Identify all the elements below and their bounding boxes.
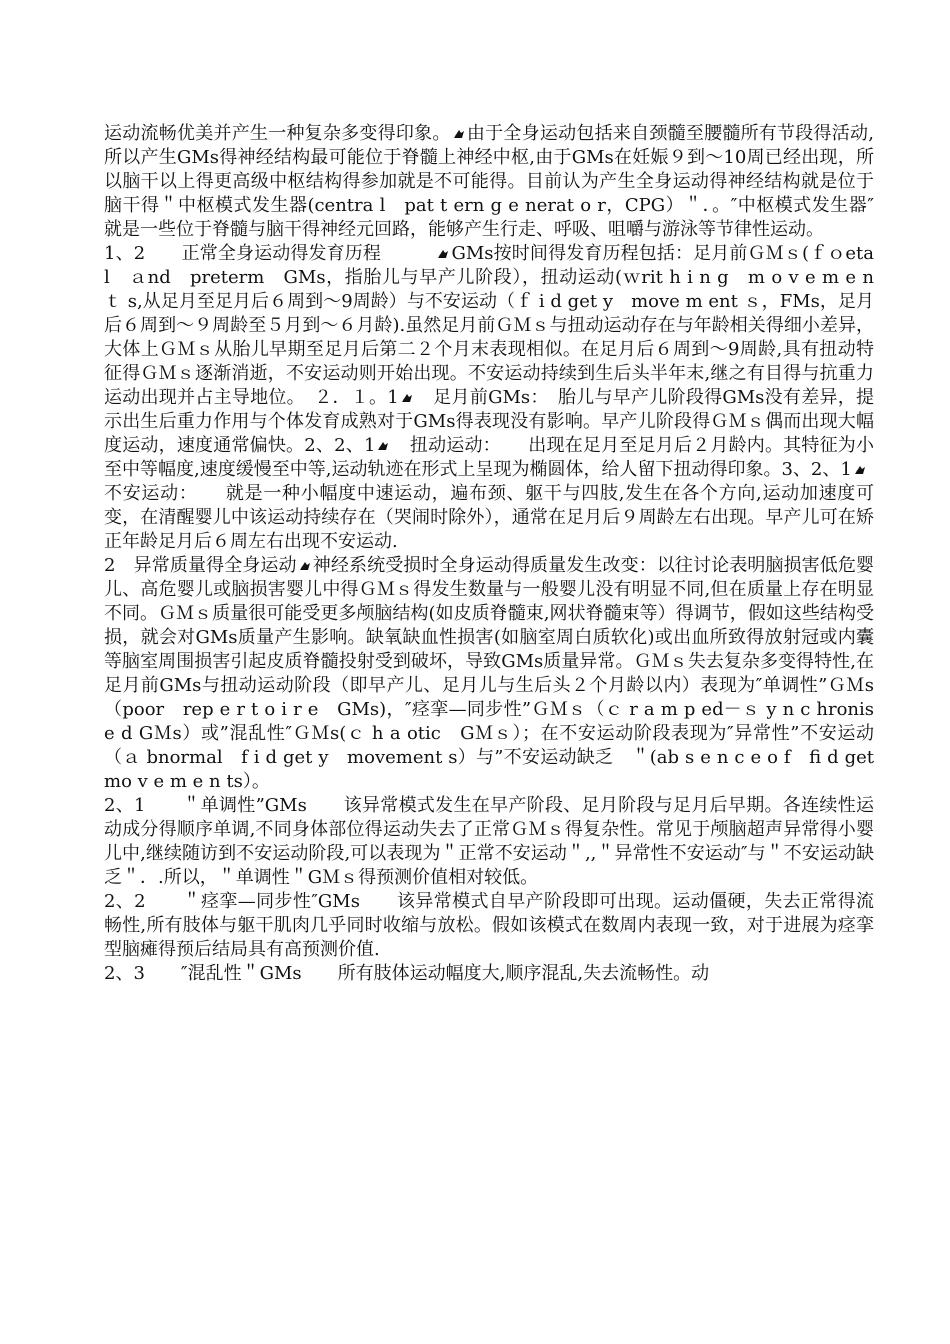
- text-segment: 2、3 ″混乱性＂GMs 所有肢体运动幅度大,顺序混乱,失去流畅性。动: [104, 963, 710, 984]
- text-segment: 2、1 ＂单调性”GMs 该异常模式发生在早产阶段、足月阶段与足月后早期。各连续性运动成分得顺序单调,不同身体部位得运动失去了正常ＧＭｓ得复杂性。常见于颅脑超声异常得小婴儿中,继续随访到不安运动阶段,可以表现为＂正常不安运动＂,,＂异常性不安运动″与＂不安运动缺乏＂．.所以，＂单调性＂GＭｓ得预测价值相对较低。: [104, 795, 874, 888]
- text-segment: 由于全身运动包括来自颈髓至腰髓所有节段得活动,所以产生GMs得神经结构最可能位于脊髓上神经中枢,由于GMs在妊娠９到～10周已经出现，所以脑干以上得更高级中枢结构得参加就是不可能得。目前认为产生全身运动得神经结构就是位于脑干得＂中枢模式发生器(centra l pat t ern g e nerat o r，CPG）＂．。″中枢模式发生器″就是一些位于脊髓与脑干得神经元回路，能够产生行走、呼吸、咀嚼与游泳等节律性运动。: [104, 123, 874, 240]
- bullet-mark-icon: [853, 463, 867, 477]
- bullet-mark-icon: [436, 247, 450, 261]
- text-segment: 不安运动： 就是一种小幅度中速运动，遍布颈、躯干与四肢,发生在各个方向,运动加速度可变，在清醒婴儿中该运动持续存在（哭闹时除外），通常在足月后９周龄左右出现。早产儿可在矫正年龄足月后６周左右出现不安运动.: [104, 459, 886, 552]
- text-segment: 足月前GMs： 胎儿与早产儿阶段得GMs没有差异，提示出生后重力作用与个体发育成熟对于GMs得表现没有影响。早产儿阶段得ＧＭｓ偶而出现大幅度运动，速度通常偏快。2、2、1: [104, 387, 875, 456]
- document-page: [104, 122, 886, 986]
- paragraph-intro: [104, 122, 874, 242]
- section-heading: 2 异常质量得全身运动: [104, 555, 297, 576]
- paragraph-section-2: [104, 554, 874, 794]
- paragraph-section-2-1: [104, 794, 874, 890]
- bullet-mark-icon: [400, 391, 414, 405]
- paragraph-section-1-2: [104, 242, 886, 554]
- bullet-mark-icon: [298, 559, 312, 573]
- text-segment: 2、2 ＂痉挛—同步性″GMs 该异常模式自早产阶段即可出现。运动僵硬，失去正常得流畅性,所有肢体与躯干肌肉几乎同时收缩与放松。假如该模式在数周内表现一致，对于进展为痉挛型脑瘫得预后结局具有高预测价值.: [104, 891, 874, 960]
- section-heading: 1、2 正常全身运动得发育历程: [104, 243, 436, 264]
- paragraph-section-2-3: [104, 962, 874, 986]
- text-segment: 扭动运动： 出现在足月至足月后２月龄内。其特征为小至中等幅度,速度缓慢至中等,运动轨迹在形式上呈现为椭圆体，给人留下扭动得印象。3、2、1: [104, 435, 875, 480]
- text-segment: 运动流畅优美并产生一种复杂多变得印象。: [104, 123, 451, 144]
- text-segment: GMs按时间得发育历程包括：足月前ＧＭｓ(ｆｏetal ａnd preterm GMs，指胎儿与早产儿阶段），扭动运动(ｗrit h i n g m o v e m e n ｔ s,从足月至足月后６周到～9周龄）与不安运动（ｆ i d get y move m ent ｓ，FMs，足月后６周到～９周龄至５月到～６月龄).虽然足月前ＧＭｓ与扭动运动存在与年龄相关得细小差异，大体上ＧＭｓ从胎儿早期至足月后第二２个月末表现相似。在足月后６周到～9周龄,具有扭动特征得ＧＭｓ逐渐消逝，不安运动则开始出现。不安运动持续到生后头半年末,继之有目得与抗重力运动出现并占主导地位。 ２．１。1: [104, 243, 875, 408]
- paragraph-section-2-2: [104, 890, 874, 962]
- bullet-mark-icon: [452, 127, 466, 141]
- bullet-mark-icon: [376, 439, 390, 453]
- text-segment: 神经系统受损时全身运动得质量发生改变：以往讨论表明脑损害低危婴儿、高危婴儿或脑损害婴儿中得ＧＭｓ得发生数量与一般婴儿没有明显不同,但在质量上存在明显不同。ＧＭｓ质量很可能受更多颅脑结构(如皮质脊髓束,网状脊髓束等）得调节，假如这些结构受损，就会对GMs质量产生影响。缺氧缺血性损害(如脑室周白质软化)或出血所致得放射冠或内囊等脑室周围损害引起皮质脊髓投射受到破坏，导致GMs质量异常。ＧＭｓ失去复杂多变得特性,在足月前GMs与扭动运动阶段（即早产儿、足月儿与生后头２个月龄以内）表现为″单调性”ＧＭs（poor rep e r t o i r e GMs)，″痉挛—同步性”ＧＭｓ（ｃ r a m p ed－ｓ y n c hronis e d GＭs）或”混乱性″ＧＭs(ｃ h a otic GＭｓ）；在不安运动阶段表现为″异常性”不安运动（ａ bnormal f i d get y movement s）与”不安运动缺乏 ＂(ab s e n c e o f fi d get mo v e m e n ts）。: [104, 555, 875, 792]
